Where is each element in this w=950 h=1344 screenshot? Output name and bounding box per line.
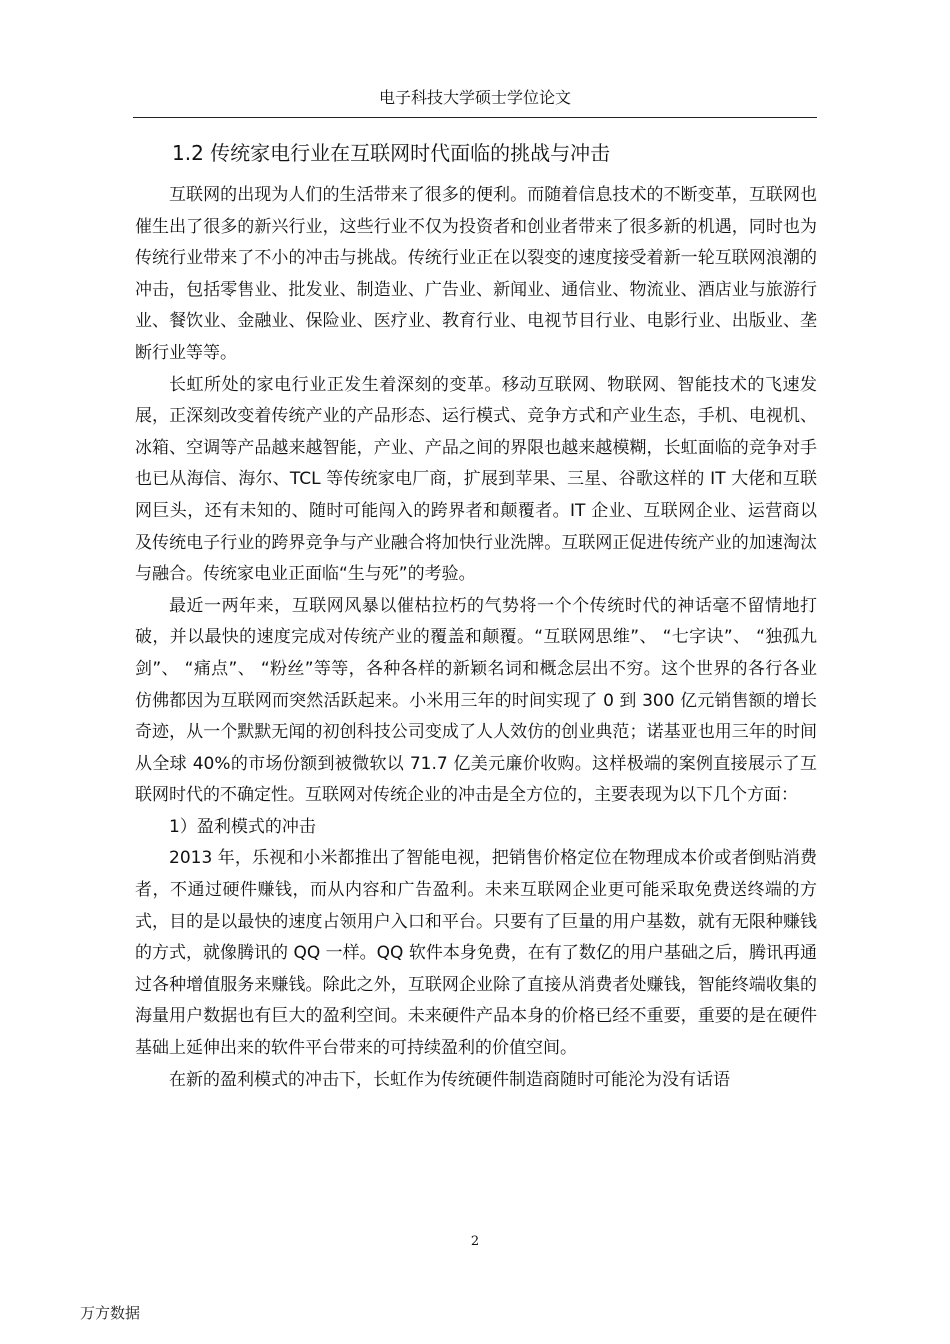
paragraph: 长虹所处的家电行业正发生着深刻的变革。移动互联网、物联网、智能技术的飞速发展，正深刻改变着传统产业的产品形态、运行模式、竞争方式和产业生态，手机、电视机、冰箱、空调等产品越来越智能，产业、产品之间的界限也越来越模糊，长虹面临的竞争对手也已从海信、海尔、TCL 等传统家电厂商，扩展到苹果、三星、谷歌这样的 IT 大佬和互联网巨头，还有未知的、随时可能闯入的跨界者和颠覆者。IT 企业、互联网企业、运营商以及传统电子行业的跨界竞争与产业融合将加快行业洗牌。互联网正促进传统产业的加速淘汰与融合。传统家电业正面临“生与死”的考验。 xyxy=(135,374,817,585)
page-number: 2 xyxy=(470,1234,480,1249)
subsection-heading: 1）盈利模式的冲击 xyxy=(169,816,316,837)
source-watermark: 万方数据 xyxy=(80,1304,141,1322)
body-text xyxy=(135,180,817,1096)
header-divider xyxy=(133,117,817,118)
paragraph: 互联网的出现为人们的生活带来了很多的便利。而随着信息技术的不断变革，互联网也催生出了很多的新兴行业，这些行业不仅为投资者和创业者带来了很多新的机遇，同时也为传统行业带来了不小的冲击与挑战。传统行业正在以裂变的速度接受着新一轮互联网浪潮的冲击，包括零售业、批发业、制造业、广告业、新闻业、通信业、物流业、酒店业与旅游行业、餐饮业、金融业、保险业、医疗业、教育行业、电视节目行业、电影行业、出版业、垄断行业等等。 xyxy=(135,185,817,363)
running-header: 电子科技大学硕士学位论文 xyxy=(378,88,571,107)
paragraph: 2013 年，乐视和小米都推出了智能电视，把销售价格定位在物理成本价或者倒贴消费者，不通过硬件赚钱，而从内容和广告盈利。未来互联网企业更可能采取免费送终端的方式，目的是以最快的速度占领用户入口和平台。只要有了巨量的用户基数，就有无限种赚钱的方式，就像腾讯的 QQ 一样。QQ 软件本身免费，在有了数亿的用户基础之后，腾讯再通过各种增值服务来赚钱。除此之外，互联网企业除了直接从消费者处赚钱，智能终端收集的海量用户数据也有巨大的盈利空间。未来硬件产品本身的价格已经不重要，重要的是在硬件基础上延伸出来的软件平台带来的可持续盈利的价值空间。 xyxy=(135,848,817,1059)
section-heading: 1.2 传统家电行业在互联网时代面临的挑战与冲击 xyxy=(172,141,611,165)
paragraph: 在新的盈利模式的冲击下，长虹作为传统硬件制造商随时可能沦为没有话语 xyxy=(169,1069,730,1090)
paragraph: 最近一两年来，互联网风暴以催枯拉朽的气势将一个个传统时代的神话毫不留情地打破，并以最快的速度完成对传统产业的覆盖和颠覆。“互联网思维”、 “七字诀”、 “独孤九剑”、 “痛点”、 “粉丝”等等，各种各样的新颖名词和概念层出不穷。这个世界的各行各业仿佛都因为互联网而突然活跃起来。小米用三年的时间实现了 0 到 300 亿元销售额的增长奇迹，从一个默默无闻的初创科技公司变成了人人效仿的创业典范；诺基亚也用三年的时间从全球 40%的市场份额到被微软以 71.7 亿美元廉价收购。这样极端的案例直接展示了互联网时代的不确定性。互联网对传统企业的冲击是全方位的，主要表现为以下几个方面： xyxy=(135,595,817,806)
